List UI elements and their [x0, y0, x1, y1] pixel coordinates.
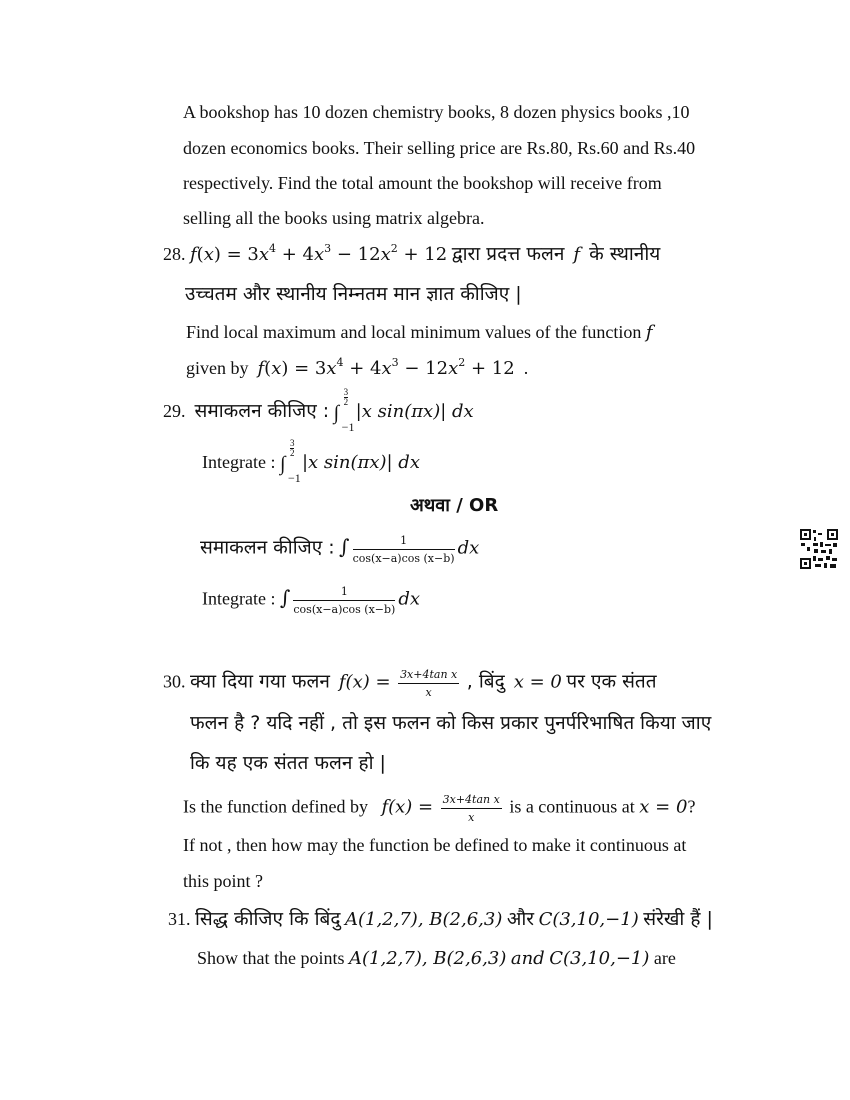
q29-integrand: |x sin(πx)| dx [355, 401, 474, 423]
qr-code [799, 528, 839, 570]
q30-english-line-1: Is the function defined by f(x) = $\frac{\text{3x+4tan x}}{x}$ is a continuous at x = 0? [183, 793, 696, 824]
q31-number: 31. [168, 909, 191, 929]
q30-hindi-pre: क्या दिया गया फलन [190, 670, 330, 693]
q30-hindi-line-3: कि यह एक संतत फलन हो | [190, 752, 386, 774]
q30-x-zero-en: x = 0 [639, 796, 688, 818]
q28-hindi-tail: के स्थानीय [589, 243, 661, 265]
q31-english-pre: Show that the points [197, 948, 345, 968]
q28-hindi-line-2: उच्चतम और स्थानीय निम्नतम मान ज्ञात कीजिए | [185, 283, 522, 305]
q31-and: and [510, 948, 545, 969]
q28-english-text: Find local maximum and local minimum values of the function [186, 322, 642, 342]
q29-english-line [202, 438, 420, 485]
q31-points: A(1,2,7), B(2,6,3) [344, 909, 503, 930]
q27-line-1: A bookshop has 10 dozen chemistry books, 8 dozen physics books ,10 [183, 102, 690, 122]
q29-number: 29. [163, 401, 186, 422]
q28-hindi-line-1 [163, 243, 660, 266]
q28-english-f: f [645, 322, 653, 343]
q30-english-pre: Is the function defined by [183, 796, 368, 817]
q30-f-lhs-en: f(x) = [381, 796, 434, 818]
q28-f-symbol: f [573, 244, 581, 265]
q31-point-c-en: C(3,10,−1) [549, 948, 650, 969]
q29-integral-sign-en: ∫ 3 2 −1 [279, 438, 301, 485]
q31-hindi-pre: सिद्ध कीजिए कि बिंदु [195, 908, 341, 930]
q29-hindi-line [163, 387, 474, 434]
q29-alt-hindi-line: समाकलन कीजिए : ∫ $\frac{1}{\cos(x-a)\cos (x-b)}$ dx [200, 534, 480, 565]
q30-english-mid: is a continuous at [509, 796, 635, 817]
q28-period: . [523, 358, 529, 378]
q28-number: 28. [163, 244, 186, 264]
q31-points-en: A(1,2,7), B(2,6,3) [349, 948, 507, 969]
q31-english-line [197, 947, 676, 970]
q29-alt-fraction-en: $\frac{1}{\cos(x-a)\cos (x-b)}$ [293, 585, 396, 616]
q28-function: $f(x) = 3x^4 + 4x^3 - 12x^2 + 12$ [190, 242, 448, 265]
q30-x-zero: x = 0 [513, 671, 562, 693]
q30-hindi-line-2: फलन है ? यदि नहीं , तो इस फलन को किस प्रकार पुनर्परिभाषित किया जाए [190, 712, 712, 734]
q31-hindi-line [168, 908, 713, 931]
q29-alt-hindi-label: समाकलन कीजिए : [200, 536, 335, 559]
q29-integral-sign: ∫ 3 2 −1 [333, 387, 355, 434]
q29-alt-english-line: Integrate : ∫ $\frac{1}{\cos(x-a)\cos (x-b)}$ dx [202, 585, 421, 616]
q30-fraction: $\frac{\text{3x+4tan x}}{x}$ [400, 668, 458, 699]
q30-f-lhs: f(x) = [338, 671, 391, 693]
q30-hindi-line-1 [163, 668, 657, 699]
q30-fraction-en: $\frac{\text{3x+4tan x}}{x}$ [442, 793, 500, 824]
q30-english-line-3: this point ? [183, 871, 263, 891]
q29-english-label: Integrate : [202, 452, 276, 473]
q29-alt-fraction: $\frac{1}{\cos(x-a)\cos (x-b)}$ [352, 534, 455, 565]
q28-english-line-2 [186, 357, 528, 380]
q30-english-line-2: If not , then how may the function be defined to make it continuous at [183, 835, 687, 855]
q28-english-line-1 [186, 321, 653, 344]
q30-number: 30. [163, 671, 186, 692]
q28-hindi-text: द्वारा प्रदत्त फलन [451, 243, 565, 265]
q28-given-by: given by [186, 358, 249, 378]
q31-hindi-tail: संरेखी हैं | [643, 908, 713, 930]
q31-point-c: C(3,10,−1) [538, 909, 639, 930]
q28-function-en: $f(x) = 3x^4 + 4x^3 - 12x^2 + 12$ [257, 356, 515, 379]
q27-line-3: respectively. Find the total amount the bookshop will receive from [183, 173, 662, 193]
q29-integrand-en: |x sin(πx)| dx [301, 452, 420, 474]
q31-english-tail: are [653, 948, 676, 968]
q27-line-2: dozen economics books. Their selling price are Rs.80, Rs.60 and Rs.40 [183, 138, 696, 158]
q29-hindi-label: समाकलन कीजिए : [194, 400, 330, 423]
q30-hindi-tail: पर एक संतत [566, 670, 657, 693]
or-separator: अथवा / OR [410, 495, 499, 516]
q30-hindi-mid: , बिंदु [466, 670, 505, 693]
q31-hindi-and: और [506, 908, 535, 930]
q29-alt-english-label: Integrate : [202, 588, 276, 609]
q27-line-4: selling all the books using matrix algebra. [183, 208, 485, 228]
